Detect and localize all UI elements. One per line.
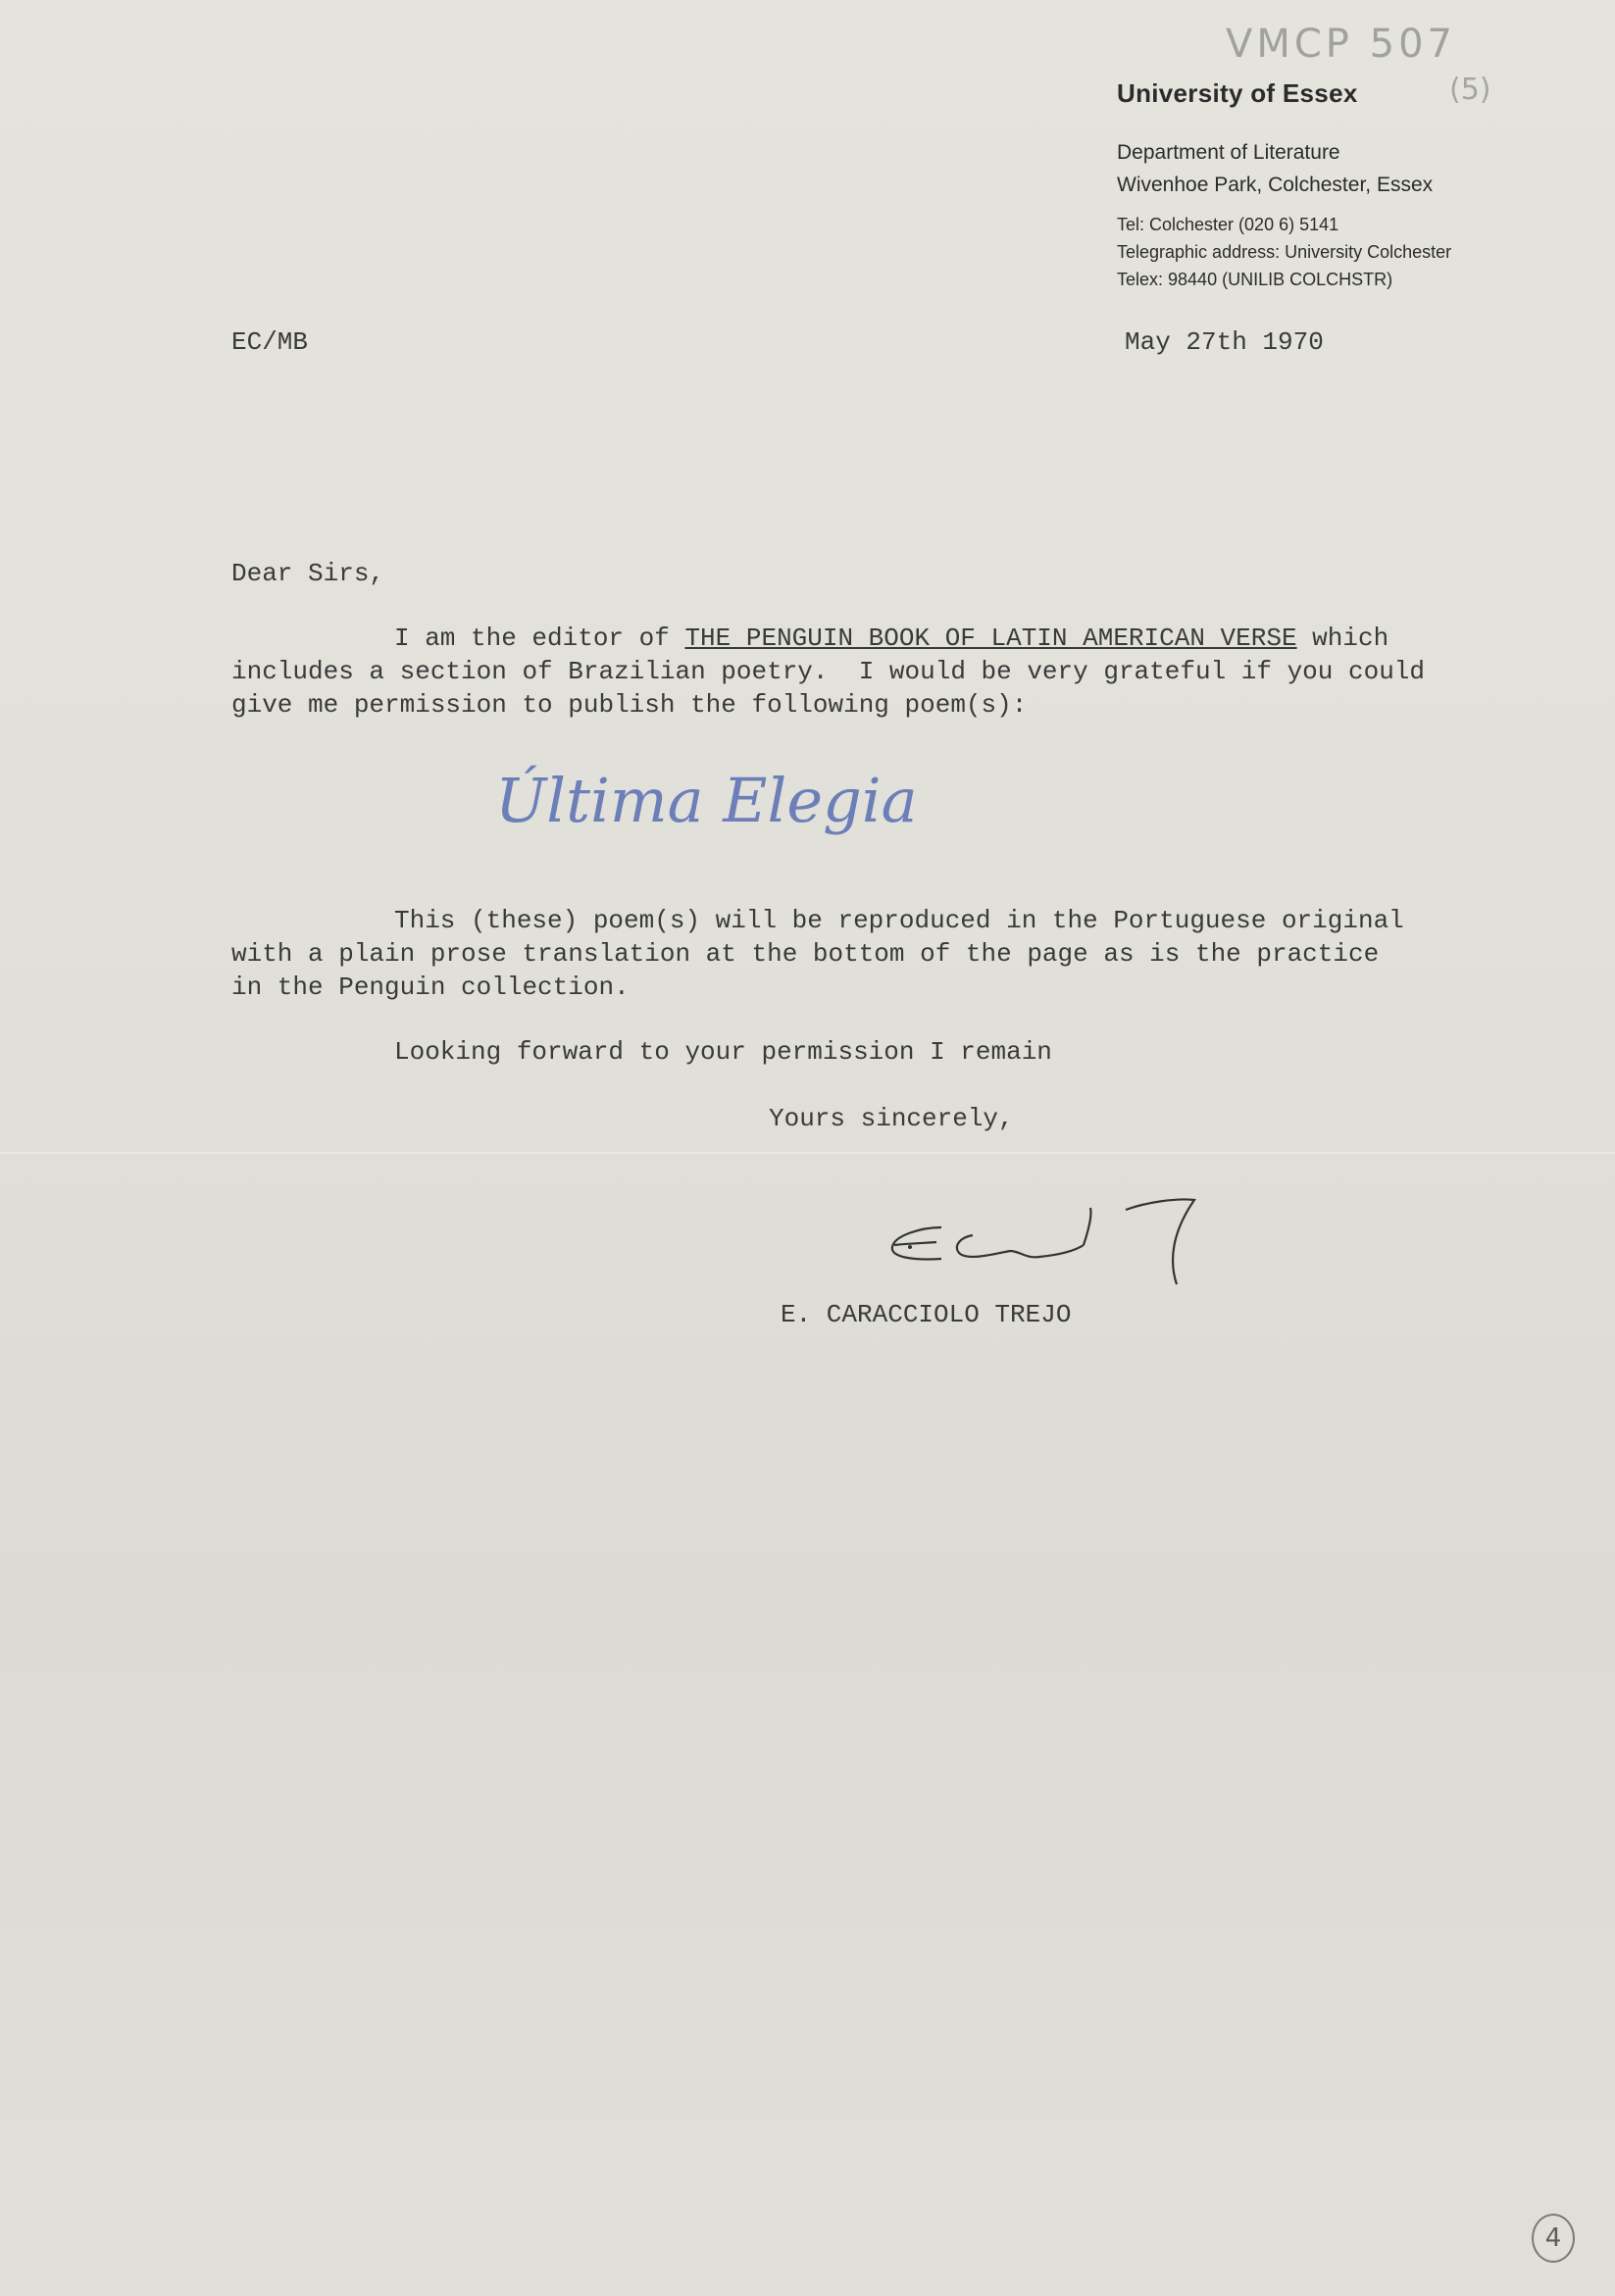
body-paragraph-1-line-2: includes a section of Brazilian poetry. I would be very grateful if you could [231,657,1425,686]
telephone-line: Tel: Colchester (020 6) 5141 [1117,215,1339,234]
closing: Yours sincerely, [769,1104,1014,1133]
institution-name: University of Essex [1117,78,1358,108]
body-text: I am the editor of [394,624,685,653]
letter-date: May 27th 1970 [1125,327,1324,357]
body-paragraph-3: Looking forward to your permission I remain [394,1037,1052,1067]
body-text: which [1296,624,1389,653]
body-paragraph-2-line-3: in the Penguin collection. [231,973,630,1002]
letterhead [1117,78,1451,293]
body-paragraph-2-line-1: This (these) poem(s) will be reproduced in the Portuguese original [394,906,1404,935]
reference-code: EC/MB [231,327,309,357]
book-title: THE PENGUIN BOOK OF LATIN AMERICAN VERSE [684,624,1297,653]
department-name: Department of Literature [1117,141,1340,164]
body-paragraph-1-line-1 [394,622,1388,655]
telex-line: Telex: 98440 (UNILIB COLCHSTR) [1117,270,1393,289]
signatory-name: E. CARACCIOLO TREJO [781,1300,1072,1329]
archive-code: VMCP 507 [1226,22,1456,67]
salutation: Dear Sirs, [231,559,385,588]
address-line: Wivenhoe Park, Colchester, Essex [1117,174,1434,196]
signature [883,1186,1314,1294]
body-paragraph-2-line-2: with a plain prose translation at the bottom of the page as is the practice [231,939,1380,969]
telegraphic-line: Telegraphic address: University Colchester [1117,242,1452,262]
body-paragraph-1-line-3: give me permission to publish the following poem(s): [231,690,1028,720]
archive-subcode: (5) [1449,73,1491,107]
page-number: 4 [1532,2214,1575,2263]
paper-fold [0,1152,1615,1154]
handwritten-poem-title: Última Elegia [495,765,918,836]
